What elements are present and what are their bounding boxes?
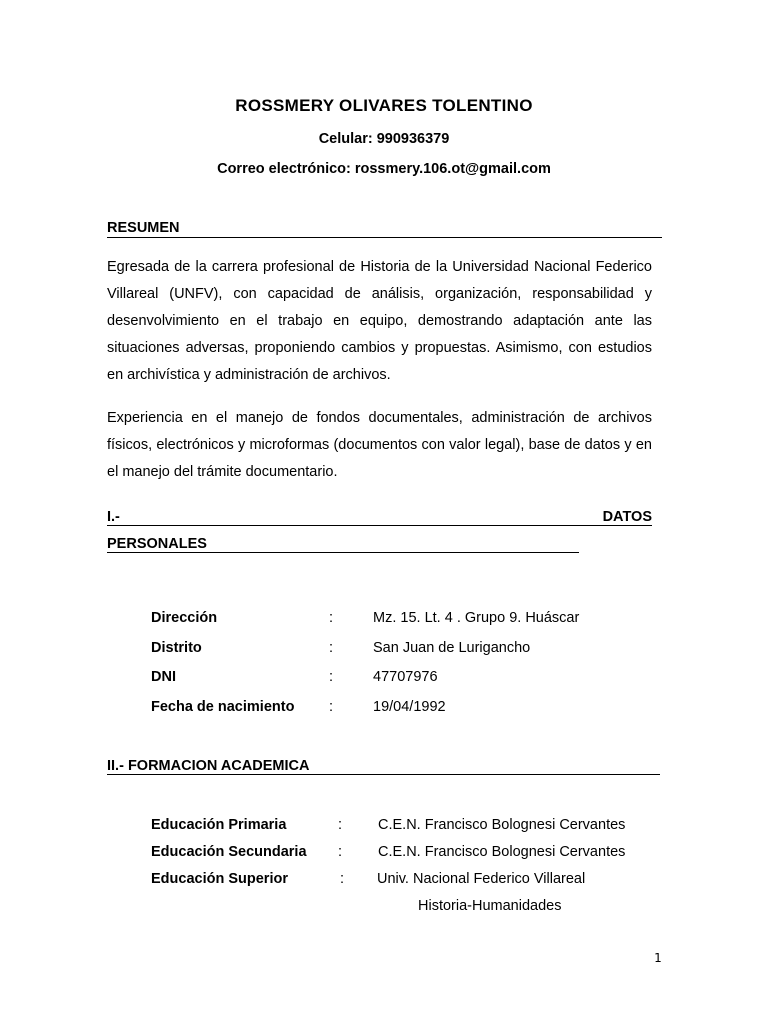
edu-superior-subvalue: Historia-Humanidades	[418, 898, 562, 914]
edu-value: C.E.N. Francisco Bolognesi Cervantes	[378, 844, 626, 860]
info-colon: :	[329, 640, 334, 656]
phone-line: Celular: 990936379	[318, 131, 450, 147]
info-colon: :	[329, 610, 334, 626]
info-value: 47707976	[373, 669, 438, 685]
resumen-paragraph-1: Egresada de la carrera profesional de Historia de la Universidad Nacional Federico Villareal (UNFV), con capacidad de análisis, organización, responsabilidad y desenvolvimiento en el trabajo en equipo, demostrando adaptación ante las situaciones adversas, proponiendo cambios y propuestas. Asimismo, con estudios en archivística y administración de archivos.	[107, 259, 652, 383]
edu-colon: :	[340, 871, 345, 887]
resumen-paragraph-2: Experiencia en el manejo de fondos documentales, administración de archivos físicos, electrónicos y microformas (documentos con valor legal), base de datos y en el manejo del trámite documentario.	[107, 410, 652, 480]
info-value: San Juan de Lurigancho	[373, 640, 531, 656]
edu-value: C.E.N. Francisco Bolognesi Cervantes	[378, 817, 626, 833]
candidate-name: ROSSMERY OLIVARES TOLENTINO	[235, 96, 533, 115]
edu-colon: :	[338, 844, 343, 860]
info-label: Fecha de nacimiento	[151, 699, 295, 715]
edu-colon: :	[338, 817, 343, 833]
datos-personales-heading-line2	[107, 536, 579, 553]
edu-label: Educación Primaria	[151, 817, 287, 833]
datos-heading-number: I.-	[107, 509, 120, 525]
edu-label: Educación Secundaria	[151, 844, 307, 860]
info-value: Mz. 15. Lt. 4 . Grupo 9. Huáscar	[373, 610, 580, 626]
edu-label: Educación Superior	[151, 871, 288, 887]
info-label: DNI	[151, 669, 176, 685]
page-number: 1	[654, 951, 662, 965]
datos-personales-heading	[107, 509, 652, 526]
formacion-academica-heading: II.- FORMACION ACADEMICA	[107, 758, 660, 775]
edu-value: Univ. Nacional Federico Villareal	[377, 871, 586, 887]
info-label: Dirección	[151, 610, 218, 626]
datos-heading-word2: PERSONALES	[107, 536, 207, 552]
info-value: 19/04/1992	[373, 699, 446, 715]
datos-heading-word1: DATOS	[602, 509, 652, 525]
info-label: Distrito	[151, 640, 202, 656]
resumen-heading: RESUMEN	[107, 220, 662, 238]
email-line: Correo electrónico: rossmery.106.ot@gmail.com	[217, 161, 551, 177]
info-colon: :	[329, 699, 334, 715]
info-colon: :	[329, 669, 334, 685]
